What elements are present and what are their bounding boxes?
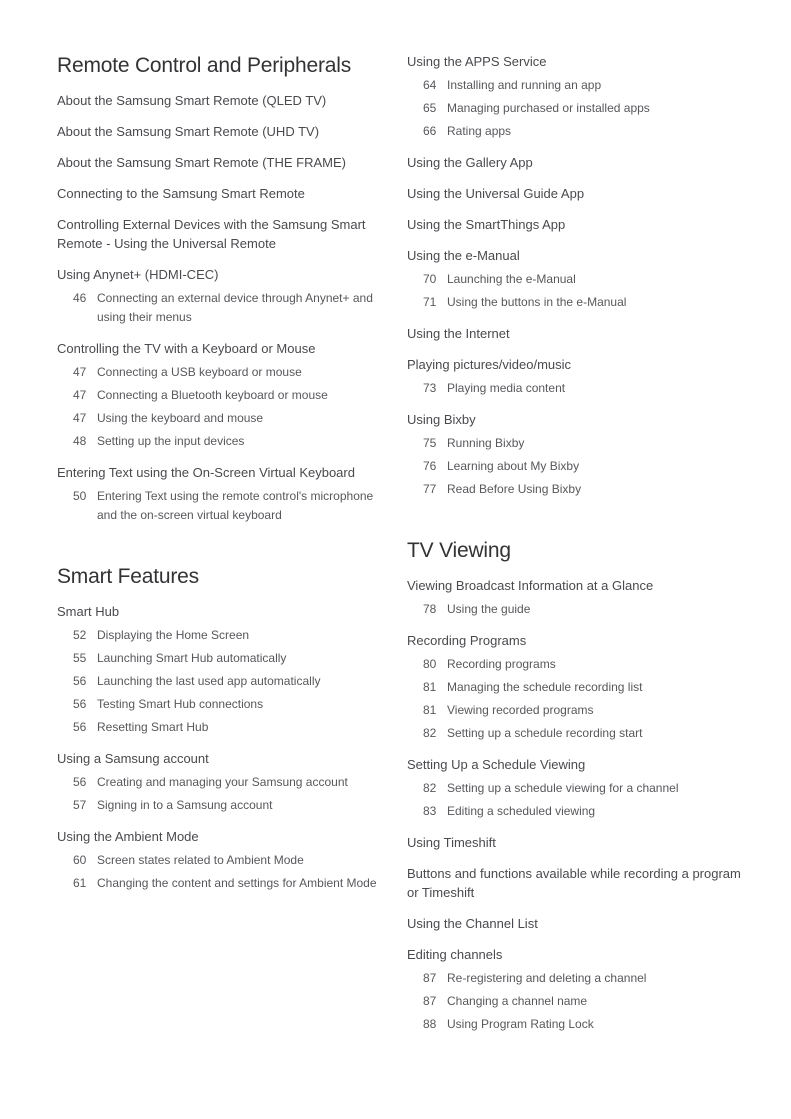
toc-entry-text: Resetting Smart Hub (97, 720, 209, 734)
toc-entry-page-number: 50 (73, 489, 87, 503)
toc-entry-list (407, 969, 747, 1034)
toc-entry-page-number: 66 (423, 124, 437, 138)
toc-entry-text: Connecting a USB keyboard or mouse (97, 365, 302, 379)
toc-group (407, 945, 747, 1034)
toc-section-heading[interactable]: About the Samsung Smart Remote (THE FRAME) (57, 155, 346, 170)
toc-entry[interactable] (407, 678, 747, 697)
toc-section-heading[interactable]: Using the APPS Service (407, 54, 547, 69)
toc-entry[interactable] (407, 293, 747, 312)
toc-entry[interactable] (407, 122, 747, 141)
toc-entry-text: Setting up a schedule recording start (447, 726, 643, 740)
toc-entry-list (57, 363, 393, 451)
toc-group (57, 91, 393, 110)
toc-group (407, 576, 747, 619)
toc-entry-page-number: 56 (73, 697, 87, 711)
chapter-title: TV Viewing (407, 539, 511, 562)
toc-entry-list (57, 487, 393, 525)
toc-section-heading[interactable]: Controlling External Devices with the Samsung Smart Remote - Using the Universal Remote (57, 217, 366, 251)
toc-entry[interactable] (407, 457, 747, 476)
toc-group (407, 246, 747, 312)
toc-entry[interactable] (407, 992, 747, 1011)
toc-group (57, 122, 393, 141)
toc-section-heading[interactable]: Using the Channel List (407, 916, 538, 931)
toc-entry-text: Recording programs (447, 657, 556, 671)
toc-entry-list (407, 600, 747, 619)
toc-group (407, 324, 747, 343)
toc-group (407, 153, 747, 172)
toc-entry-page-number: 82 (423, 781, 437, 795)
toc-entry-page-number: 81 (423, 680, 437, 694)
toc-entry-page-number: 78 (423, 602, 437, 616)
toc-entry-text: Launching the e-Manual (447, 272, 576, 286)
toc-entry-page-number: 55 (73, 651, 87, 665)
toc-group (407, 755, 747, 821)
toc-entry[interactable] (407, 379, 747, 398)
toc-entry-text: Connecting a Bluetooth keyboard or mouse (97, 388, 328, 402)
toc-section-heading[interactable]: Recording Programs (407, 633, 527, 648)
toc-entry-page-number: 60 (73, 853, 87, 867)
toc-section-heading[interactable]: About the Samsung Smart Remote (UHD TV) (57, 124, 320, 139)
toc-section-heading[interactable]: Using the e-Manual (407, 248, 520, 263)
toc-entry-list (57, 851, 393, 893)
toc-entry-text: Playing media content (447, 381, 566, 395)
toc-entry-text: Managing the schedule recording list (447, 680, 643, 694)
toc-entry-list (407, 655, 747, 743)
toc-group (57, 265, 393, 327)
toc-entry[interactable] (407, 779, 747, 798)
toc-section-heading[interactable]: Setting Up a Schedule Viewing (407, 757, 586, 772)
toc-group (407, 184, 747, 203)
toc-entry-text: Editing a scheduled viewing (447, 804, 596, 818)
toc-section-heading[interactable]: Using the Gallery App (407, 155, 533, 170)
toc-entry-page-number: 87 (423, 971, 437, 985)
toc-entry-text: Testing Smart Hub connections (97, 697, 264, 711)
toc-entry-list (407, 379, 747, 398)
toc-entry-page-number: 75 (423, 436, 437, 450)
toc-entry-text: Managing purchased or installed apps (447, 101, 650, 115)
toc-entry[interactable] (407, 1015, 747, 1034)
toc-entry[interactable] (407, 99, 747, 118)
toc-columns (57, 52, 791, 1034)
toc-entry-text: Using the keyboard and mouse (97, 411, 264, 425)
toc-section-heading[interactable]: Using the Ambient Mode (57, 829, 199, 844)
toc-entry-page-number: 56 (73, 775, 87, 789)
toc-section-heading[interactable]: Using the Internet (407, 326, 510, 341)
toc-entry-page-number: 61 (73, 876, 87, 890)
toc-entry-text: Changing the content and settings for Ambient Mode (97, 876, 377, 890)
toc-entry-page-number: 57 (73, 798, 87, 812)
toc-section-heading[interactable]: Buttons and functions available while recording a program or Timeshift (407, 866, 741, 900)
toc-entry-page-number: 65 (423, 101, 437, 115)
toc-entry[interactable] (57, 796, 393, 815)
toc-section-heading[interactable]: Smart Hub (57, 604, 120, 619)
toc-entry[interactable] (407, 969, 747, 988)
toc-section-heading[interactable]: Using a Samsung account (57, 751, 209, 766)
toc-group (57, 153, 393, 172)
toc-entry-page-number: 87 (423, 994, 437, 1008)
toc-group (407, 52, 747, 141)
toc-group (57, 827, 393, 893)
toc-entry[interactable] (57, 718, 393, 737)
toc-entry-text: Using the guide (447, 602, 531, 616)
toc-entry[interactable] (407, 724, 747, 743)
toc-column-left (57, 52, 393, 1034)
toc-entry-page-number: 80 (423, 657, 437, 671)
toc-entry-page-number: 82 (423, 726, 437, 740)
toc-entry[interactable] (407, 76, 747, 95)
toc-entry-page-number: 56 (73, 674, 87, 688)
toc-section-heading[interactable]: Entering Text using the On-Screen Virtual Keyboard (57, 465, 355, 480)
toc-entry-page-number: 70 (423, 272, 437, 286)
toc-entry-text: Re-registering and deleting a channel (447, 971, 647, 985)
toc-group (407, 864, 747, 902)
toc-entry[interactable] (407, 802, 747, 821)
toc-entry[interactable] (57, 626, 393, 645)
toc-entry-page-number: 76 (423, 459, 437, 473)
toc-entry-page-number: 77 (423, 482, 437, 496)
toc-entry-text: Setting up the input devices (97, 434, 245, 448)
toc-entry[interactable] (407, 434, 747, 453)
toc-entry-text: Rating apps (447, 124, 512, 138)
toc-group (57, 184, 393, 203)
toc-entry[interactable] (57, 874, 393, 893)
toc-entry-page-number: 88 (423, 1017, 437, 1031)
toc-entry-text: Signing in to a Samsung account (97, 798, 273, 812)
toc-entry-list (57, 773, 393, 815)
toc-entry[interactable] (57, 851, 393, 870)
toc-entry-text: Setting up a schedule viewing for a channel (447, 781, 679, 795)
toc-entry-text: Changing a channel name (447, 994, 588, 1008)
toc-entry-text: Launching Smart Hub automatically (97, 651, 287, 665)
toc-entry-list (407, 270, 747, 312)
toc-entry-page-number: 52 (73, 628, 87, 642)
toc-entry[interactable] (57, 409, 393, 428)
toc-entry[interactable] (57, 649, 393, 668)
toc-entry-page-number: 83 (423, 804, 437, 818)
toc-entry-page-number: 47 (73, 365, 87, 379)
toc-entry[interactable] (57, 672, 393, 691)
toc-section-heading[interactable]: Using Anynet+ (HDMI-CEC) (57, 267, 219, 282)
toc-entry[interactable] (57, 487, 393, 525)
toc-entry-text: Creating and managing your Samsung account (97, 775, 348, 789)
toc-entry-page-number: 47 (73, 411, 87, 425)
toc-group (57, 602, 393, 737)
toc-group (57, 215, 393, 253)
toc-entry-text: Learning about My Bixby (447, 459, 580, 473)
toc-entry[interactable] (57, 386, 393, 405)
toc-group (407, 410, 747, 499)
toc-group (407, 631, 747, 743)
toc-section-heading[interactable]: About the Samsung Smart Remote (QLED TV) (57, 93, 327, 108)
toc-entry-list (57, 626, 393, 737)
toc-entry-text: Read Before Using Bixby (447, 482, 582, 496)
toc-entry[interactable] (407, 600, 747, 619)
toc-entry[interactable] (57, 363, 393, 382)
toc-entry-page-number: 81 (423, 703, 437, 717)
toc-section-heading[interactable]: Connecting to the Samsung Smart Remote (57, 186, 305, 201)
toc-group (57, 463, 393, 525)
toc-group (407, 215, 747, 234)
toc-entry-text: Screen states related to Ambient Mode (97, 853, 304, 867)
toc-entry-page-number: 73 (423, 381, 437, 395)
toc-entry[interactable] (57, 773, 393, 792)
toc-entry-text: Viewing recorded programs (447, 703, 594, 717)
toc-entry-page-number: 47 (73, 388, 87, 402)
toc-entry-list (57, 289, 393, 327)
toc-group (57, 339, 393, 451)
toc-entry-list (407, 779, 747, 821)
toc-group (407, 914, 747, 933)
toc-entry-text: Displaying the Home Screen (97, 628, 250, 642)
toc-section-heading[interactable]: Editing channels (407, 947, 503, 962)
toc-section-heading[interactable]: Using the SmartThings App (407, 217, 566, 232)
toc-entry[interactable] (407, 270, 747, 289)
toc-entry[interactable] (57, 695, 393, 714)
toc-entry-text: Using Program Rating Lock (447, 1017, 594, 1031)
toc-entry[interactable] (407, 701, 747, 720)
toc-entry-text: Launching the last used app automatically (97, 674, 321, 688)
toc-group (57, 749, 393, 815)
toc-entry[interactable] (57, 289, 393, 327)
toc-column-right (407, 52, 747, 1034)
toc-entry-list (407, 434, 747, 499)
toc-entry-text: Running Bixby (447, 436, 525, 450)
toc-entry-text: Using the buttons in the e-Manual (447, 295, 627, 309)
toc-entry-list (407, 76, 747, 141)
chapter-title: Smart Features (57, 565, 199, 588)
toc-section-heading[interactable]: Controlling the TV with a Keyboard or Mouse (57, 341, 316, 356)
toc-entry[interactable] (57, 432, 393, 451)
toc-entry-text: Installing and running an app (447, 78, 602, 92)
toc-entry-page-number: 71 (423, 295, 437, 309)
toc-group (407, 833, 747, 852)
toc-entry[interactable] (407, 655, 747, 674)
toc-entry[interactable] (407, 480, 747, 499)
toc-section-heading[interactable]: Using Timeshift (407, 835, 496, 850)
toc-section-heading[interactable]: Using Bixby (407, 412, 476, 427)
toc-group (407, 355, 747, 398)
toc-entry-page-number: 56 (73, 720, 87, 734)
toc-entry-page-number: 48 (73, 434, 87, 448)
toc-entry-text: Entering Text using the remote control's microphone and the on-screen virtual keyboard (97, 489, 374, 522)
toc-section-heading[interactable]: Using the Universal Guide App (407, 186, 585, 201)
toc-section-heading[interactable]: Viewing Broadcast Information at a Glance (407, 578, 654, 593)
toc-section-heading[interactable]: Playing pictures/video/music (407, 357, 572, 372)
chapter-title: Remote Control and Peripherals (57, 54, 351, 77)
toc-entry-text: Connecting an external device through Anynet+ and using their menus (97, 291, 373, 324)
toc-entry-page-number: 64 (423, 78, 437, 92)
toc-entry-page-number: 46 (73, 291, 87, 305)
